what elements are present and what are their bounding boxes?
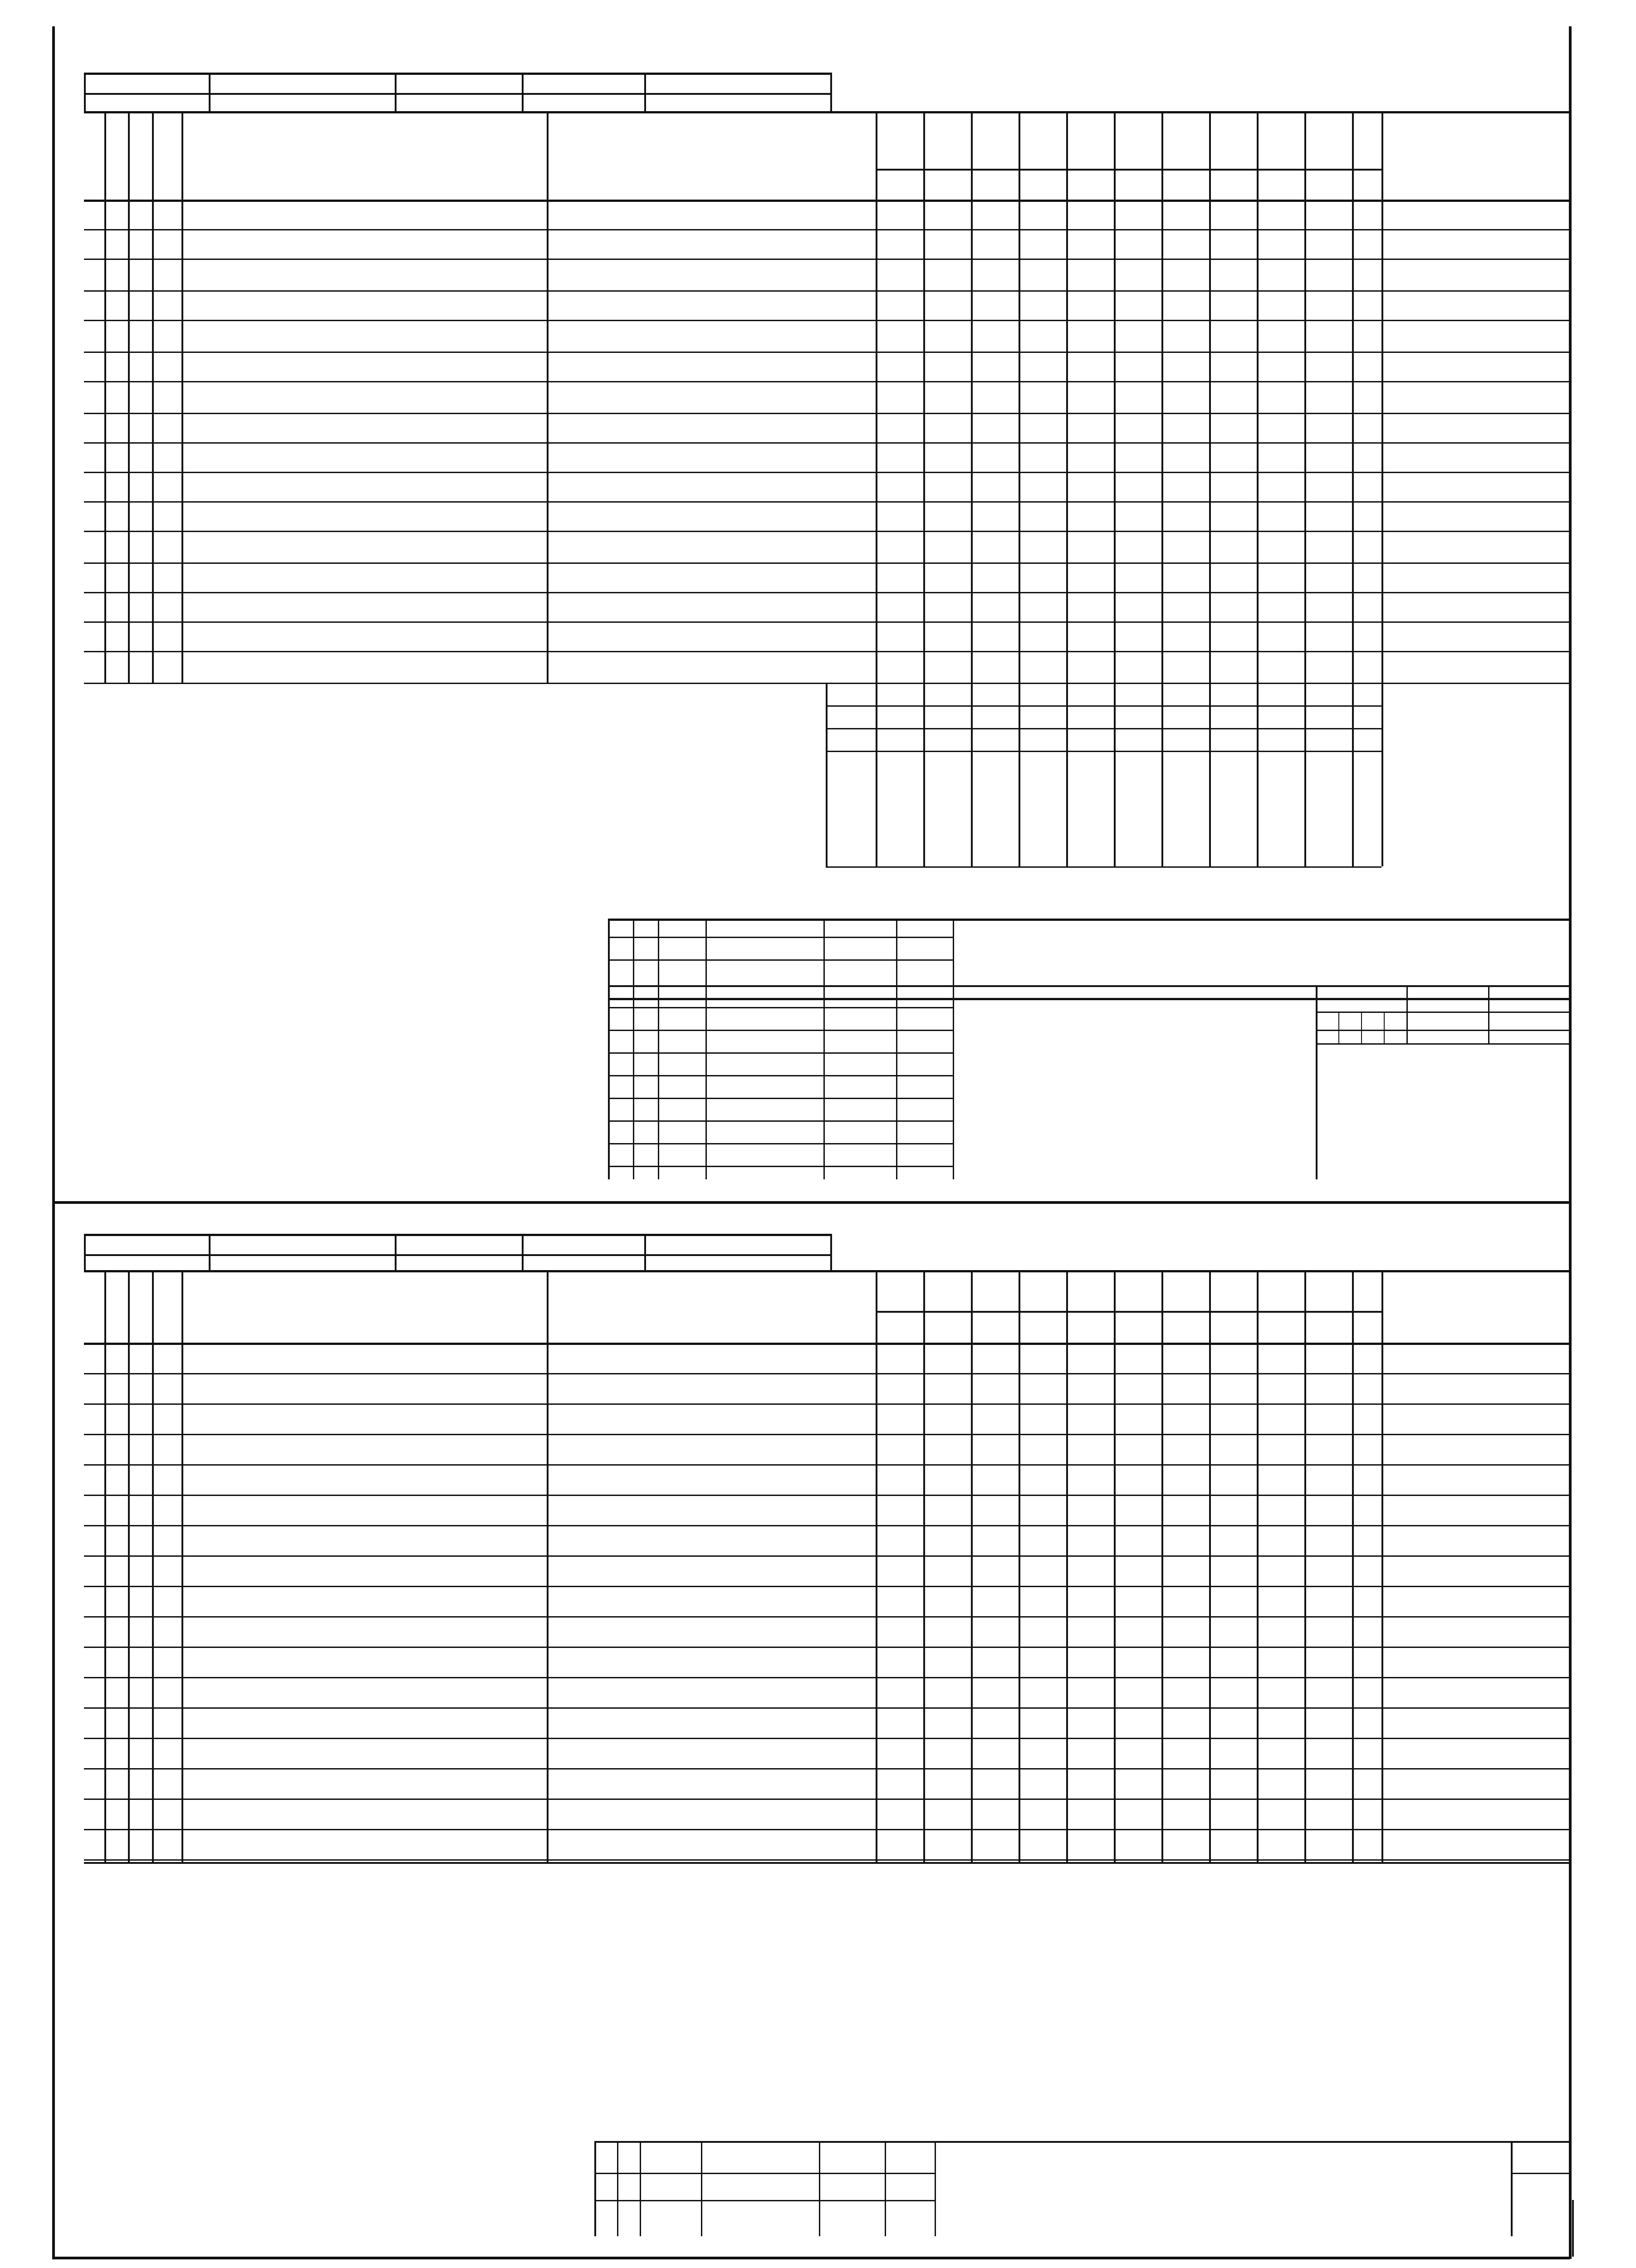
- rule-line: [1209, 683, 1211, 866]
- rule-line: [608, 1030, 953, 1031]
- rule-line: [953, 919, 954, 1179]
- rule-line: [547, 1270, 549, 1862]
- rule-line: [830, 1234, 832, 1270]
- rule-line: [823, 919, 825, 1179]
- rule-line: [84, 1464, 1570, 1466]
- rule-line: [1257, 1270, 1259, 1862]
- rule-line: [84, 1738, 1570, 1739]
- rule-line: [633, 919, 634, 1179]
- rule-line: [1511, 2173, 1570, 2174]
- rule-line: [84, 1707, 1570, 1709]
- rule-line: [1114, 111, 1116, 683]
- rule-line: [1352, 683, 1354, 866]
- rule-line: [84, 442, 1570, 444]
- rule-line: [128, 111, 130, 683]
- rule-line: [84, 200, 1570, 202]
- rule-line: [84, 1616, 1570, 1618]
- rule-line: [1338, 1012, 1339, 1043]
- rule-line: [84, 1270, 1570, 1272]
- sheet-2-left-border: [52, 1202, 55, 2259]
- rule-line: [594, 2141, 596, 2236]
- rule-line: [896, 919, 897, 1179]
- rule-line: [923, 111, 925, 683]
- rule-line: [1304, 1270, 1306, 1862]
- rule-line: [1381, 111, 1383, 683]
- rule-line: [84, 501, 1570, 503]
- rule-line: [953, 985, 1570, 987]
- rule-line: [830, 73, 832, 111]
- rule-line: [1209, 111, 1211, 683]
- rule-line: [701, 2141, 702, 2236]
- rule-line: [1019, 1270, 1020, 1862]
- sheet-2-bottom-border: [52, 2257, 1570, 2259]
- rule-line: [1406, 985, 1408, 1043]
- rule-line: [522, 73, 524, 111]
- rule-line: [971, 1270, 973, 1862]
- rule-line: [826, 683, 1381, 684]
- rule-line: [876, 1270, 877, 1862]
- rule-line: [128, 1270, 130, 1862]
- rule-line: [1161, 683, 1163, 866]
- rule-line: [658, 919, 659, 1179]
- rule-line: [885, 2141, 886, 2236]
- rule-line: [84, 259, 1570, 260]
- rule-line: [395, 73, 397, 111]
- rule-line: [617, 2141, 618, 2236]
- rule-line: [84, 352, 1570, 353]
- rule-line: [84, 73, 830, 75]
- rule-line: [84, 1555, 1570, 1557]
- rule-line: [1019, 111, 1020, 683]
- rule-line: [819, 2141, 820, 2236]
- rule-line: [608, 919, 610, 1179]
- sheet-1-left-border: [52, 26, 55, 1202]
- sheet-2-right-border: [1569, 1202, 1572, 2259]
- rule-line: [1316, 1012, 1570, 1013]
- rule-line: [84, 1525, 1570, 1526]
- rule-line: [1572, 2200, 1574, 2257]
- rule-line: [84, 1862, 1570, 1864]
- rule-line: [209, 1234, 211, 1270]
- rule-line: [522, 1234, 524, 1270]
- rule-line: [971, 683, 973, 866]
- rule-line: [84, 1647, 1570, 1648]
- rule-line: [1511, 2141, 1513, 2236]
- rule-line: [209, 73, 211, 111]
- rule-line: [84, 1799, 1570, 1800]
- rule-line: [608, 998, 1570, 1000]
- rule-line: [1257, 111, 1259, 683]
- rule-line: [84, 73, 86, 111]
- rule-line: [608, 1098, 953, 1099]
- rule-line: [608, 1052, 953, 1054]
- rule-line: [1384, 1012, 1385, 1043]
- rule-line: [104, 1270, 106, 1862]
- rule-line: [1019, 683, 1020, 866]
- rule-line: [181, 111, 183, 683]
- rule-line: [152, 1270, 154, 1862]
- rule-line: [594, 2173, 935, 2174]
- rule-line: [1352, 111, 1354, 683]
- rule-line: [84, 1677, 1570, 1678]
- rule-line: [84, 320, 1570, 321]
- rule-line: [84, 1586, 1570, 1587]
- rule-line: [152, 111, 154, 683]
- rule-line: [644, 1234, 646, 1270]
- rule-line: [84, 562, 1570, 564]
- rule-line: [876, 683, 877, 866]
- rule-line: [608, 1075, 953, 1076]
- rule-line: [594, 2141, 1570, 2143]
- rule-line: [594, 2200, 935, 2201]
- rule-line: [84, 1859, 1570, 1861]
- rule-line: [1316, 1030, 1570, 1031]
- rule-line: [84, 93, 830, 95]
- rule-line: [923, 683, 925, 866]
- rule-line: [181, 1270, 183, 1862]
- rule-line: [84, 1343, 1570, 1345]
- rule-line: [84, 1254, 830, 1256]
- rule-line: [1114, 683, 1116, 866]
- rule-line: [84, 1234, 830, 1236]
- rule-line: [705, 919, 707, 1179]
- rule-line: [1257, 683, 1259, 866]
- rule-line: [84, 381, 1570, 382]
- rule-line: [1161, 111, 1163, 683]
- rule-line: [608, 1166, 953, 1167]
- sheet-1-bottom-border: [52, 1201, 1570, 1204]
- rule-line: [1381, 1270, 1383, 1862]
- rule-line: [608, 1007, 953, 1008]
- rule-line: [84, 111, 1570, 113]
- rule-line: [84, 290, 1570, 292]
- rule-line: [826, 705, 1381, 707]
- rule-line: [547, 111, 549, 683]
- rule-line: [104, 111, 106, 683]
- rule-line: [1316, 1043, 1570, 1045]
- rule-line: [1361, 1012, 1362, 1043]
- rule-line: [84, 1829, 1570, 1830]
- sheet-1-right-border: [1569, 26, 1572, 1202]
- rule-line: [84, 1495, 1570, 1496]
- rule-line: [826, 683, 828, 866]
- rule-line: [608, 1143, 953, 1144]
- rule-line: [1488, 985, 1489, 1043]
- rule-line: [84, 1403, 1570, 1405]
- rule-line: [1066, 111, 1068, 683]
- rule-line: [1209, 1270, 1211, 1862]
- rule-line: [84, 229, 1570, 230]
- rule-line: [971, 111, 973, 683]
- rule-line: [608, 959, 953, 961]
- rule-line: [1381, 683, 1383, 866]
- rule-line: [1066, 683, 1068, 866]
- rule-line: [1114, 1270, 1116, 1862]
- rule-line: [826, 751, 1381, 752]
- rule-line: [1161, 1270, 1163, 1862]
- rule-line: [826, 728, 1381, 729]
- rule-line: [84, 1434, 1570, 1435]
- rule-line: [640, 2141, 641, 2236]
- rule-line: [395, 1234, 397, 1270]
- rule-line: [84, 1373, 1570, 1374]
- rule-line: [608, 1120, 953, 1122]
- rule-line: [935, 2141, 936, 2236]
- rule-line: [84, 1768, 1570, 1769]
- rule-line: [923, 1270, 925, 1862]
- rule-line: [1352, 1270, 1354, 1862]
- rule-line: [1304, 683, 1306, 866]
- rule-line: [84, 1234, 86, 1270]
- rule-line: [826, 866, 1381, 868]
- rule-line: [84, 413, 1570, 414]
- rule-line: [84, 472, 1570, 473]
- rule-line: [644, 73, 646, 111]
- rule-line: [1066, 1270, 1068, 1862]
- rule-line: [84, 621, 1570, 623]
- rule-line: [608, 919, 1570, 921]
- rule-line: [84, 651, 1570, 652]
- rule-line: [1316, 985, 1318, 1179]
- rule-line: [608, 937, 953, 938]
- rule-line: [84, 592, 1570, 593]
- rule-line: [1304, 111, 1306, 683]
- rule-line: [84, 531, 1570, 532]
- rule-line: [876, 111, 877, 683]
